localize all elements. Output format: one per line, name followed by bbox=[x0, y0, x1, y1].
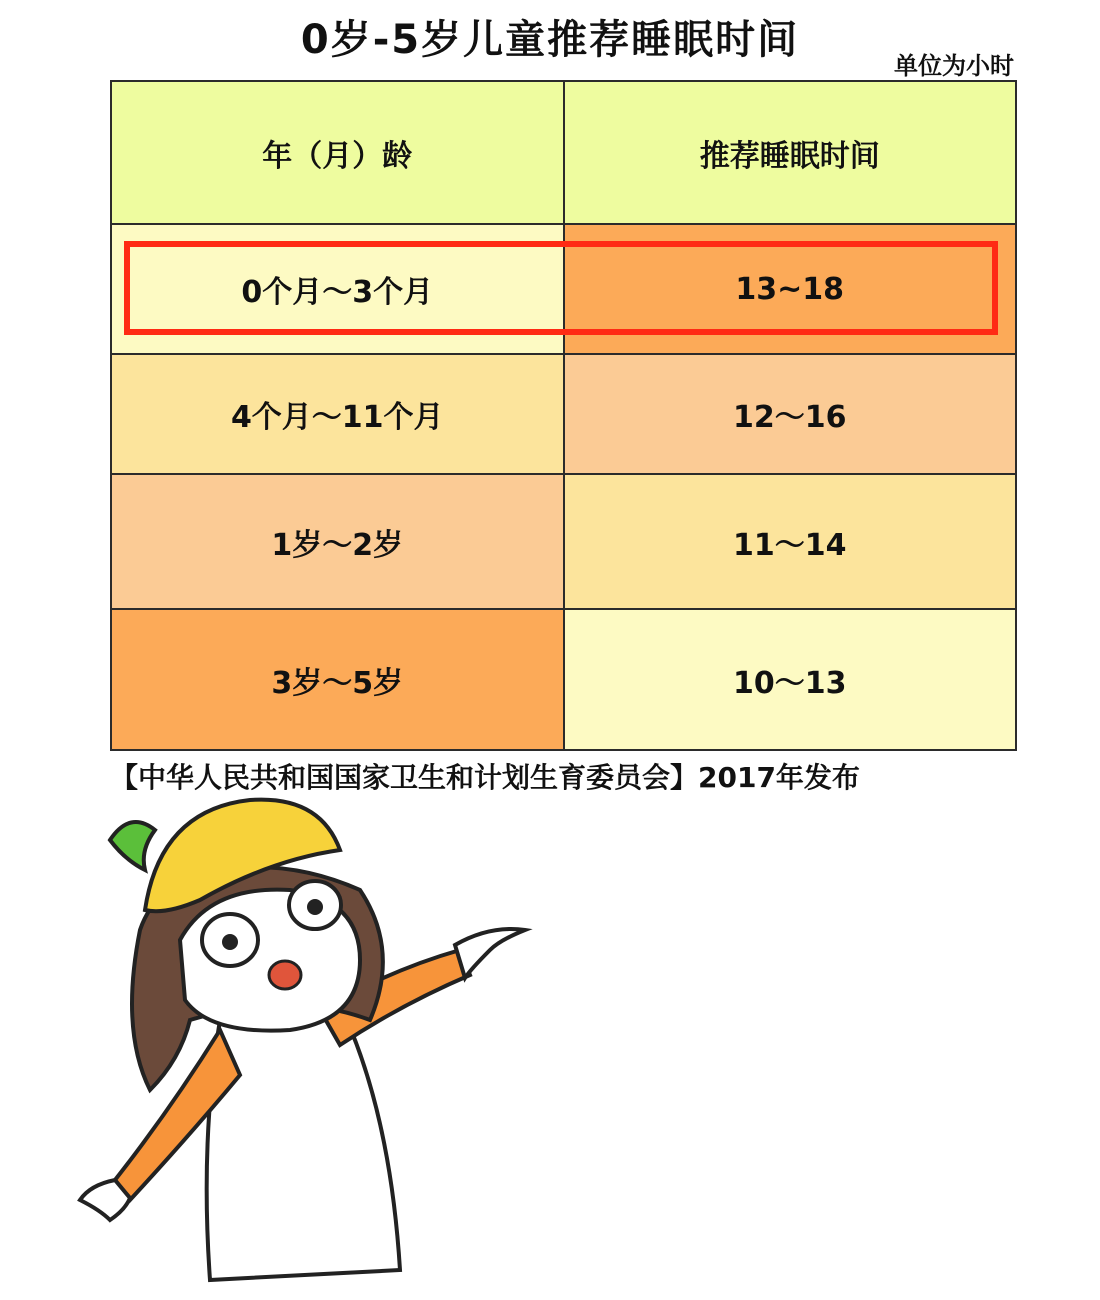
hours-cell: 12～16 bbox=[564, 354, 1017, 474]
hours-cell: 10～13 bbox=[564, 609, 1017, 750]
source-note: 【中华人民共和国国家卫生和计划生育委员会】2017年发布 bbox=[110, 761, 860, 794]
unit-note: 单位为小时 bbox=[894, 52, 1014, 80]
hours-cell: 11～14 bbox=[564, 474, 1017, 609]
hours-cell: 13~18 bbox=[564, 224, 1017, 354]
pineapple-girl-illustration bbox=[70, 790, 550, 1290]
age-cell: 0个月～3个月 bbox=[111, 224, 564, 354]
age-cell: 4个月～11个月 bbox=[111, 354, 564, 474]
header-sleep-hours: 推荐睡眠时间 bbox=[564, 81, 1017, 224]
page-title: 0岁-5岁儿童推荐睡眠时间 bbox=[300, 17, 800, 63]
table-row bbox=[111, 354, 1016, 474]
age-cell: 3岁～5岁 bbox=[111, 609, 564, 750]
highlight-box bbox=[124, 241, 998, 335]
table-header-row bbox=[111, 81, 1016, 224]
header-age: 年（月）龄 bbox=[111, 81, 564, 224]
sleep-table bbox=[110, 80, 1017, 751]
age-cell: 1岁～2岁 bbox=[111, 474, 564, 609]
table-row bbox=[111, 474, 1016, 609]
table-row bbox=[111, 609, 1016, 750]
